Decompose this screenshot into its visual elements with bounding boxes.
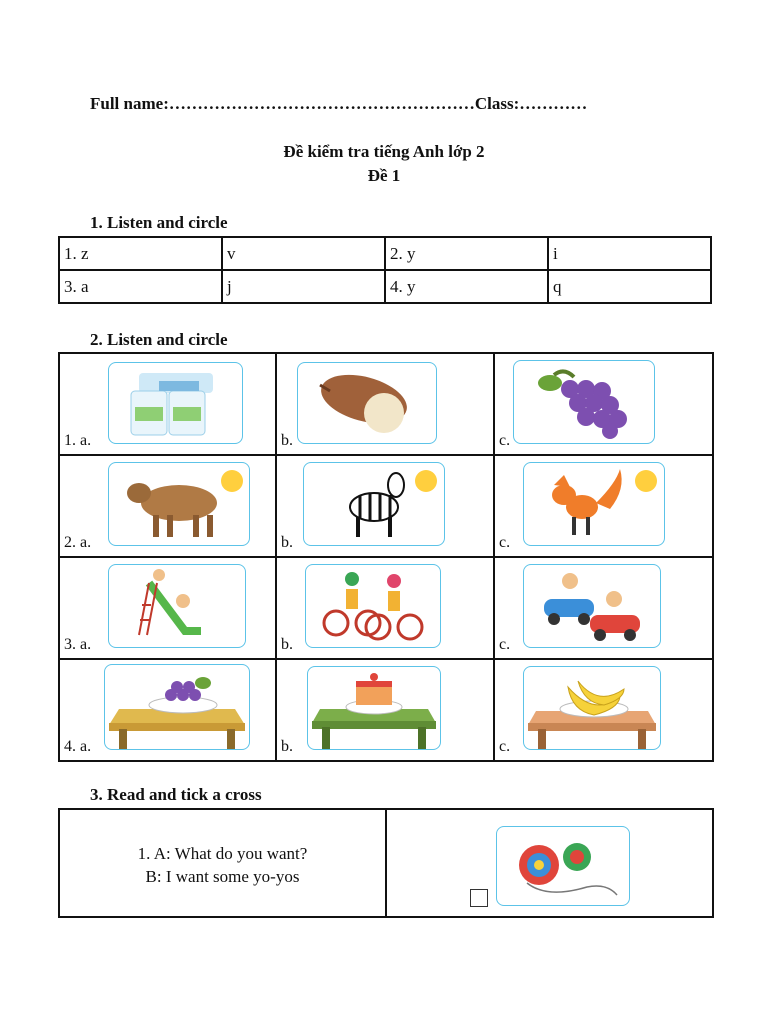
grid-cell — [495, 660, 712, 760]
table-cell: j — [222, 270, 385, 303]
grid-cell — [495, 456, 712, 558]
grid-cell — [495, 354, 712, 456]
table-row — [59, 270, 711, 303]
option-label: c. — [499, 534, 511, 551]
option-label: c. — [499, 432, 511, 449]
section1-heading: 1. Listen and circle — [90, 213, 228, 232]
yogurt-cups-image — [108, 362, 243, 444]
grid-cell — [277, 456, 495, 558]
option-label: 3. a. — [64, 636, 92, 653]
page-title: Đề kiểm tra tiếng Anh lớp 2 — [283, 142, 485, 161]
section3-heading: 3. Read and tick a cross — [90, 785, 262, 804]
option-label: b. — [281, 636, 293, 653]
grid-cell — [277, 354, 495, 456]
picture-grid — [58, 352, 714, 762]
section2-heading: 2. Listen and circle — [90, 330, 228, 349]
fox-image — [523, 462, 665, 546]
tick-checkbox[interactable] — [470, 889, 488, 907]
grid-cell — [60, 456, 277, 558]
zebra-image — [303, 462, 445, 546]
children-toy-cars-image — [523, 564, 661, 648]
yam-image — [297, 362, 437, 444]
table-cell: v — [222, 237, 385, 270]
ox-image — [108, 462, 250, 546]
table-row — [59, 237, 711, 270]
option-label: b. — [281, 432, 293, 449]
grid-cell — [495, 558, 712, 660]
option-label: b. — [281, 534, 293, 551]
grid-cell — [60, 558, 277, 660]
grid-cell — [60, 354, 277, 456]
yo-yos-image — [496, 826, 630, 906]
table-cell: 4. y — [385, 270, 548, 303]
cake-on-table-image — [307, 666, 441, 750]
option-label: b. — [281, 738, 293, 755]
table-cell: q — [548, 270, 711, 303]
letter-table — [58, 236, 712, 304]
grid-cell — [60, 660, 277, 760]
grid-cell — [277, 660, 495, 760]
page-subtitle: Đề 1 — [367, 166, 401, 185]
read-and-tick-table — [58, 808, 714, 918]
children-bikes-image — [305, 564, 441, 648]
table-cell: 3. a — [59, 270, 222, 303]
grid-cell — [277, 558, 495, 660]
table-cell: 1. z — [59, 237, 222, 270]
table-cell: i — [548, 237, 711, 270]
grapes-image — [513, 360, 655, 444]
option-label: 1. a. — [64, 432, 92, 449]
bananas-on-table-image — [523, 666, 661, 750]
grapes-on-table-image — [104, 664, 250, 750]
option-label: 4. a. — [64, 738, 92, 755]
option-label: c. — [499, 738, 511, 755]
children-slide-image — [108, 564, 246, 648]
question-line: 1. A: What do you want? — [137, 844, 308, 863]
option-label: 2. a. — [64, 534, 92, 551]
column-divider — [385, 810, 387, 916]
option-label: c. — [499, 636, 511, 653]
answer-line: B: I want some yo-yos — [145, 867, 300, 886]
table-cell: 2. y — [385, 237, 548, 270]
fullname-class-line: Full name:………………………………………………Class:………… — [90, 94, 588, 113]
question-text — [60, 842, 385, 888]
